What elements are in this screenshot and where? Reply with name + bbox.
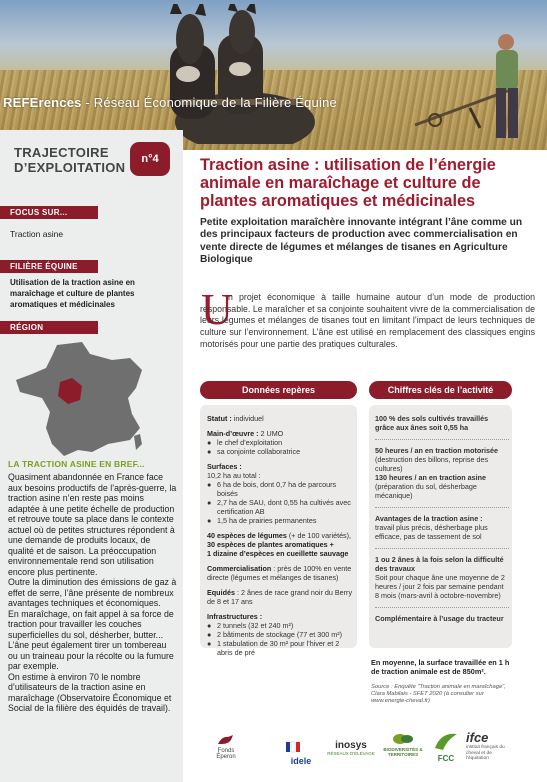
source-note: Source : Enquête "Traction animale en maraîchage", Clara Mabilais - SFET 2020 (à consulter sur www.energie-cheval.fr) (371, 684, 506, 705)
chiffres-heading: Chiffres clés de l’activité (369, 381, 512, 399)
divider (375, 439, 509, 440)
publication-title (3, 95, 337, 110)
biodiversites-logo: BIODIVERSITÉS & TERRITOIRES (378, 732, 428, 757)
donnees-list (207, 414, 353, 663)
statut-value: individuel (231, 414, 264, 423)
filiere-value: Utilisation de la traction asine en maraîchage et culture de plantes aromatiques et médicinales (10, 278, 135, 309)
list-item: ● 1,5 ha de prairies permanentes (207, 516, 317, 525)
fcc-icon (433, 730, 459, 752)
chiffre-item: 50 heures / an en traction motorisée (destruction des billons, reprise des cultures) 130 heures / an en traction asine (préparation du sol, désherbage mécanique) (375, 446, 499, 500)
trajectoire-line1: TRAJECTOIRE (14, 145, 109, 160)
idele-logo: idele (280, 740, 322, 766)
region-heading: RÉGION (0, 321, 98, 334)
trajectoire-title (14, 145, 125, 175)
chiffre-item: Avantages de la traction asine : travail plus précis, désherbage plus efficace, pas de tassement de sol (375, 514, 488, 541)
focus-heading: FOCUS SUR... (0, 206, 98, 219)
issue-number-badge: n°4 (130, 142, 170, 176)
focus-value: Traction asine (10, 229, 64, 239)
bref-heading: LA TRACTION ASINE EN BREF... (8, 459, 145, 469)
fcc-logo: FCC (428, 730, 464, 763)
chiffre-item: 1 ou 2 ânes à la fois selon la difficulté des travaux Soit pour chaque âne une moyenne de 2 heures / jour 2 fois par semaine pendant 8 mois (mars-avril à octobre-novembre) (375, 555, 505, 600)
trajectoire-line2: D’EXPLOITATION (14, 160, 126, 175)
statut-item (207, 414, 353, 423)
filiere-heading: FILIÈRE ÉQUINE (0, 260, 98, 273)
surfaces-item (207, 462, 353, 525)
list-item: ● 2 tunnels (32 et 240 m²) (207, 621, 294, 630)
page-subtitle: Petite exploitation maraîchère innovante intégrant l’âne comme un des principaux facteurs de production avec commercialisation en vente directe de légumes et mélanges de tisanes en Agriculture Biologique (200, 217, 523, 265)
header-photo (0, 0, 547, 150)
chiffre-item: Complémentaire à l’usage du tracteur (375, 614, 504, 623)
donkey-illustration (150, 4, 320, 144)
surfaces-label: Surfaces : (207, 462, 242, 471)
divider (375, 507, 509, 508)
equides-item: Equidés : 2 ânes de race grand noir du Berry de 8 et 17 ans (207, 588, 353, 606)
inosys-logo: inosys RÉSEAUX D'ÉLEVAGE (327, 740, 375, 756)
intro-paragraph: n projet économique à taille humaine autour d’un mode de production responsable. Le maraîcher et sa conjointe souhaitent vivre de la commercialisation de leurs légumes et mélanges de tisanes tout en limitant l’impact de leurs techniques de culture sur l’environnement. L’âne est utilisé en remplacement des classiques engins motorisés pour une partie des pratiques culturales. (200, 292, 535, 349)
bref-paragraph: On estime à environ 70 le nombre d’utilisateurs de la traction asine en maraîchage (Observatoire Économique et Social de la filière des équidés de travail). (8, 671, 172, 713)
farmer-illustration (478, 32, 528, 144)
average-note: En moyenne, la surface travaillée en 1 h de traction animale est de 850m². (371, 658, 510, 677)
page-title: Traction asine : utilisation de l’énergie animale en maraîchage et culture de plantes aromatiques et médicinales (200, 156, 496, 210)
drop-cap: U (201, 285, 233, 334)
commercialisation-item: Commercialisation : près de 100% en vente directe (légumes et mélanges de tisanes) (207, 564, 352, 582)
partner-logos (188, 728, 547, 782)
brand-tagline: - Réseau Économique de la Filière Équine (85, 95, 337, 110)
idele-icon (286, 740, 316, 754)
list-item: ● le chef d’exploitation (207, 438, 283, 447)
list-item: ● 6 ha de bois, dont 0,7 ha de parcours boisés (207, 480, 337, 498)
brand-name: REFErences (3, 95, 82, 110)
list-item: ● sa conjointe collaboratrice (207, 447, 301, 456)
statut-label: Statut : (207, 414, 232, 423)
bref-paragraph: Quasiment abandonnée en France face aux besoins productifs de l’après-guerre, la traction asine n’en reste pas moins adaptée à une petite échelle de production et retrouve toute sa place dans le contexte actuel où de petites structures répondent à une demande de produits locaux, de qualité et de saison. La préoccupation environnementale rend son utilisation encore plus pertinente. (8, 472, 177, 577)
mo-label: Main-d’œuvre : (207, 429, 259, 438)
donnees-heading: Données repères (200, 381, 357, 399)
horse-icon (216, 734, 236, 746)
ifce-logo: ifce institut français du cheval et de l'équitation (466, 730, 505, 761)
chiffres-list (375, 414, 509, 630)
france-map (12, 340, 152, 460)
bref-text (8, 472, 178, 714)
chiffre-item: 100 % des sols cultivés travaillés grâce aux ânes soit 0,55 ha (375, 414, 489, 432)
list-item: ● 2 bâtiments de stockage (77 et 300 m²) (207, 630, 343, 639)
leaf-icon (392, 732, 414, 746)
list-item: ● 2,7 ha de SAU, dont 0,55 ha cultivés avec certification AB (207, 498, 351, 516)
infrastructures-item: Infrastructures : ● 2 tunnels (32 et 240 m²) ● 2 bâtiments de stockage (77 et 300 m²) ● 1 stabulation de 30 m² pour l’hiver et 2 abris de pré (207, 612, 353, 657)
mo-value: 2 UMO (258, 429, 284, 438)
fonds-eperon-logo: Fonds Éperon (208, 734, 244, 760)
list-item: ● 1 stabulation de 30 m² pour l’hiver et 2 abris de pré (207, 639, 340, 657)
bref-paragraph: En maraîchage, on fait appel à sa force de traction pour travailler les couches superficielles du sol, désherber, butter... L’âne peut également tirer un tombereau ou un traineau pour la récolte ou la fumure par exemple. (8, 608, 174, 671)
especes-item: 40 espèces de légumes (+ de 100 variétés), 30 espèces de plantes aromatiques + 1 dizaine d’espèces en cueillette sauvage (207, 531, 352, 558)
surfaces-value: 10,2 ha au total : (207, 471, 261, 480)
divider (375, 548, 509, 549)
mo-item (207, 429, 353, 456)
divider (375, 607, 509, 608)
bref-paragraph: Outre la diminution des émissions de gaz à effet de serre, l’âne présente de nombreux avantages techniques et économiques. (8, 577, 177, 608)
